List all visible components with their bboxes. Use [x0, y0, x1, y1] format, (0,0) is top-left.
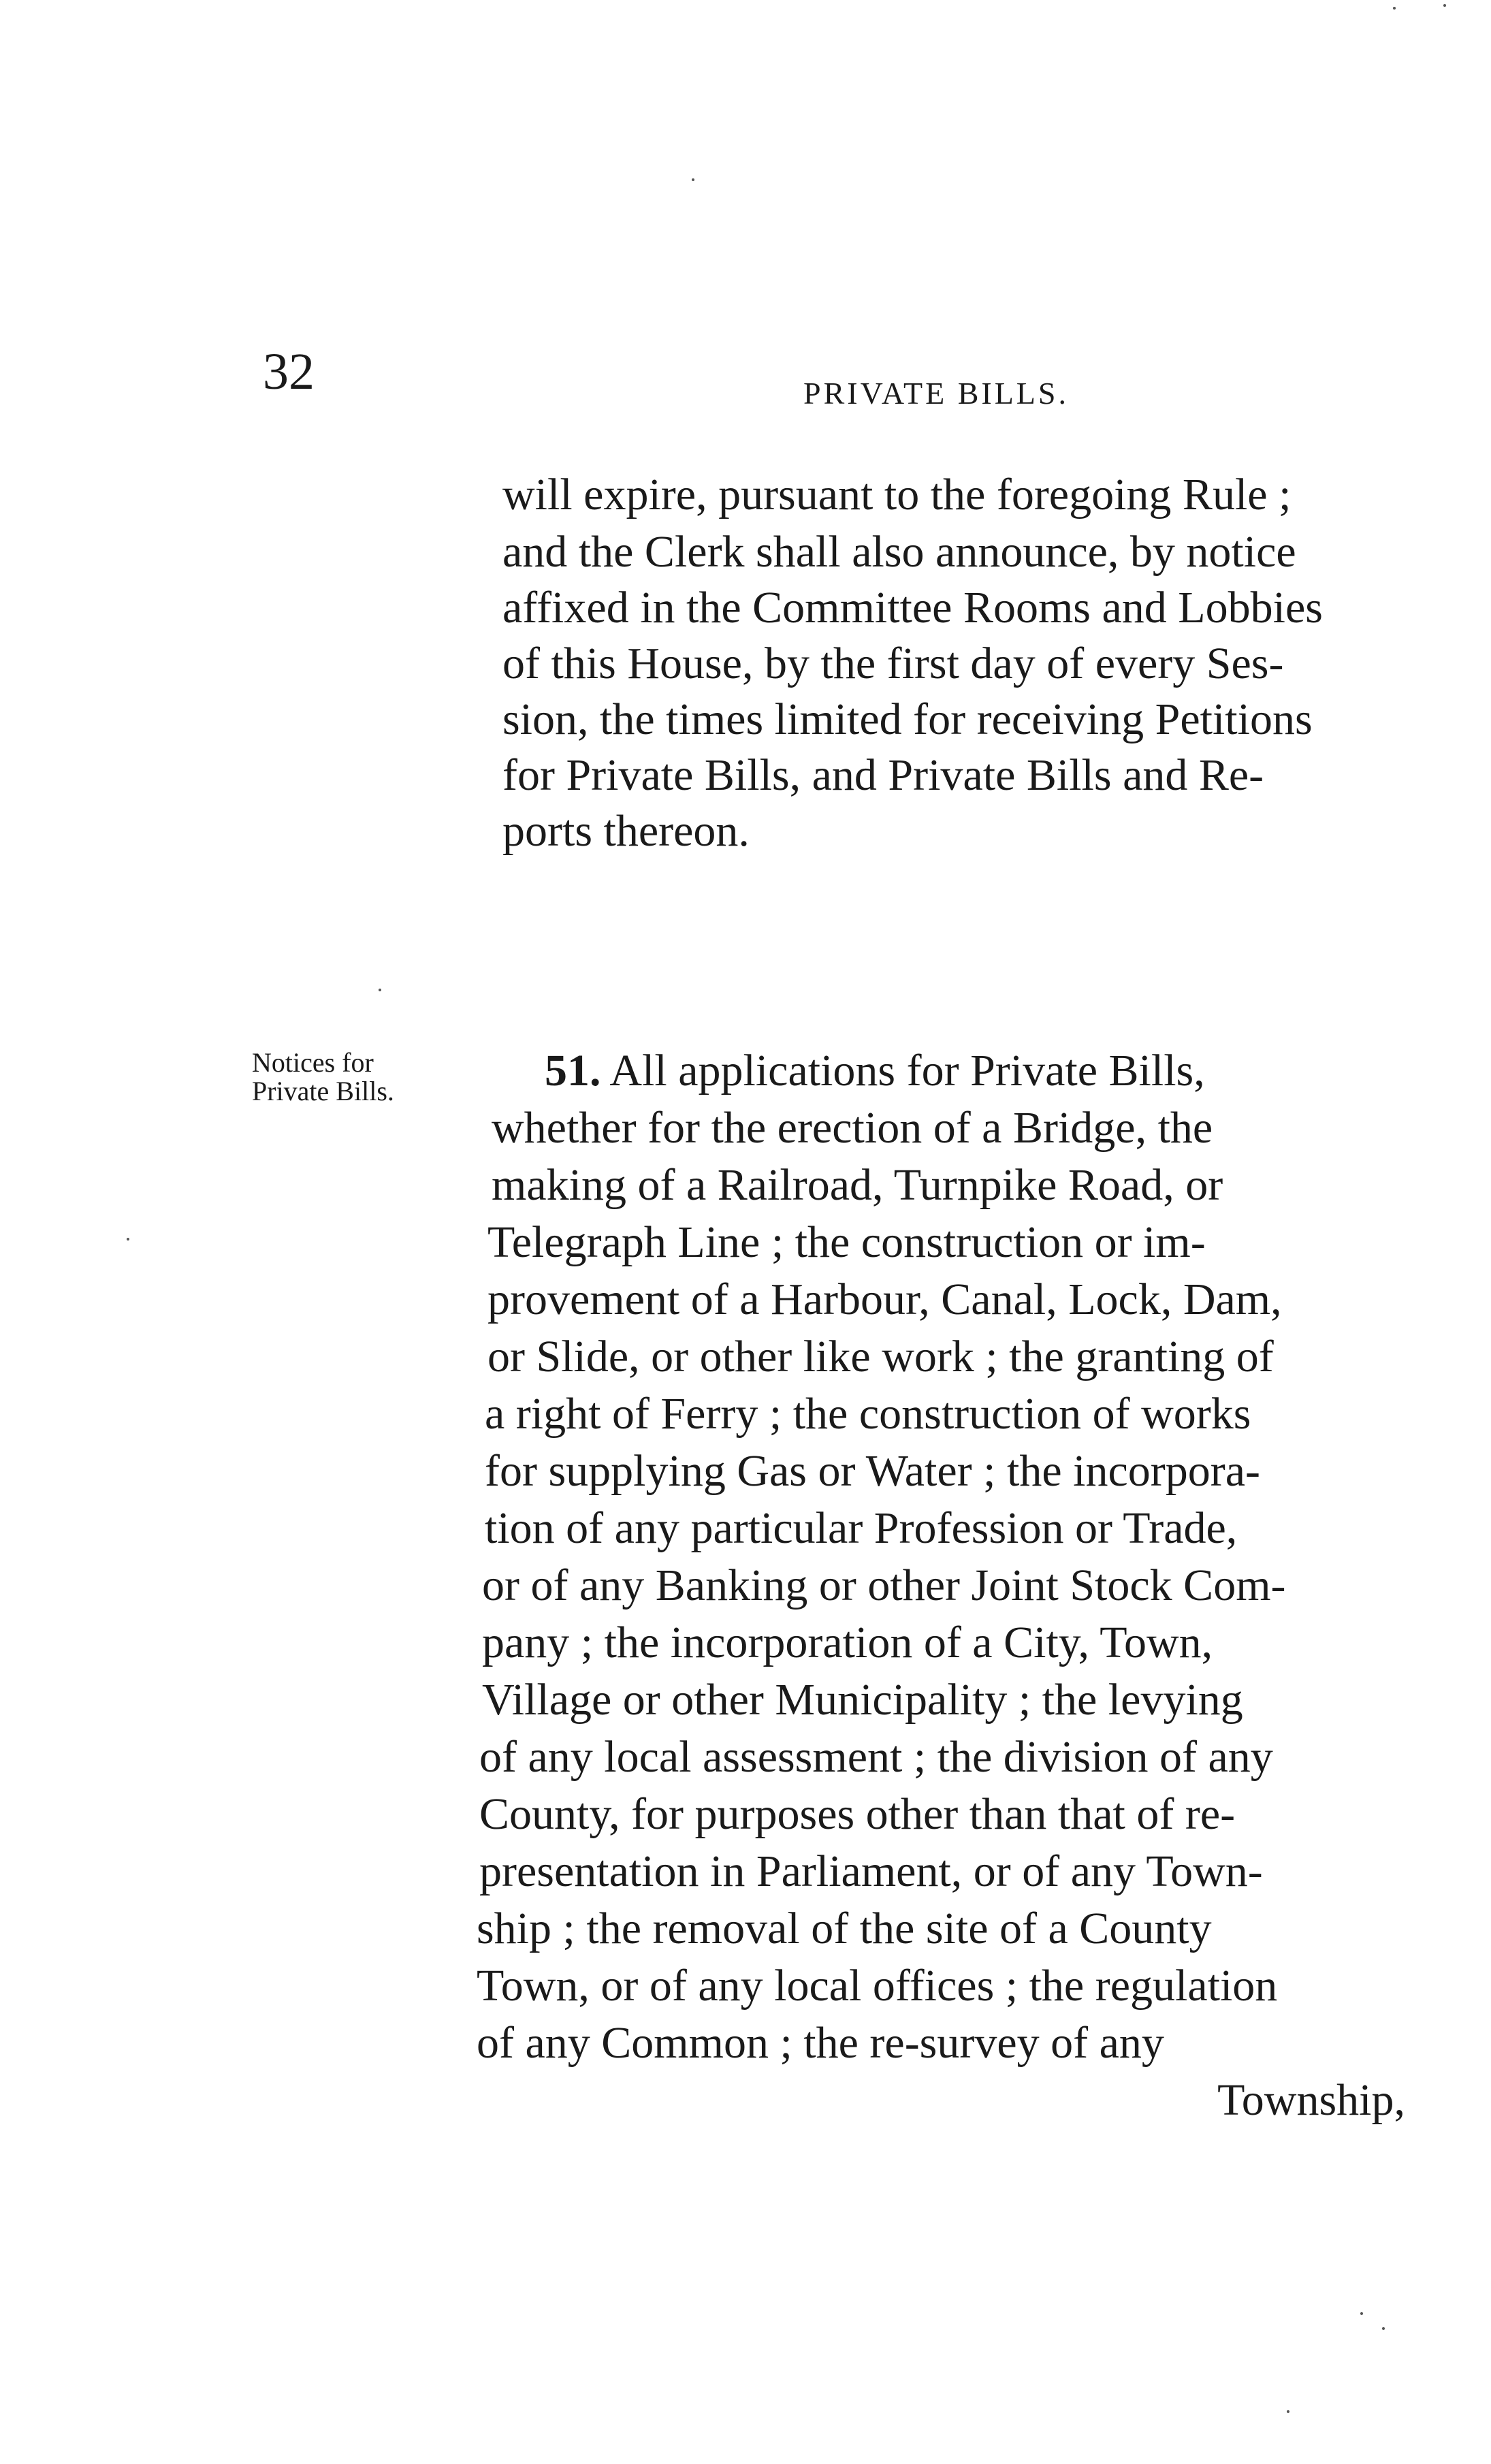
- scan-speck: [692, 178, 694, 181]
- section-number: 51.: [545, 1046, 601, 1095]
- text-line: or of any Banking or other Joint Stock Com-: [482, 1561, 1286, 1610]
- margin-note-line: Private Bills.: [252, 1076, 394, 1106]
- text-line: pany ; the incorporation of a City, Town,: [482, 1618, 1213, 1667]
- scan-speck: [1360, 2312, 1363, 2315]
- text-line: provement of a Harbour, Canal, Lock, Dam,: [487, 1275, 1282, 1324]
- text-line: Town, or of any local offices ; the regulation: [477, 1961, 1278, 2011]
- scan-speck: [1382, 2327, 1385, 2330]
- text-line: a right of Ferry ; the construction of works: [485, 1389, 1251, 1439]
- text-line: presentation in Parliament, or of any Town-: [479, 1846, 1263, 1896]
- text-line: or Slide, or other like work ; the granting of: [487, 1332, 1274, 1381]
- text-line: of any Common ; the re-survey of any: [477, 2018, 1164, 2068]
- text-line: ports thereon.: [502, 806, 750, 856]
- text-line: for supplying Gas or Water ; the incorpora-: [485, 1446, 1260, 1496]
- text-line: for Private Bills, and Private Bills and Re-: [502, 750, 1264, 800]
- scan-speck: [127, 1238, 129, 1241]
- text-line: Telegraph Line ; the construction or im-: [487, 1217, 1206, 1267]
- page-number: 32: [263, 343, 315, 400]
- text-line: County, for purposes other than that of re-: [479, 1789, 1236, 1839]
- text-line: sion, the times limited for receiving Petitions: [502, 694, 1313, 744]
- text-line: of any local assessment ; the division of any: [479, 1732, 1273, 1782]
- text-line: Village or other Municipality ; the levying: [482, 1675, 1243, 1725]
- text-line: making of a Railroad, Turnpike Road, or: [492, 1160, 1223, 1210]
- margin-note-line: Notices for: [252, 1047, 374, 1078]
- running-head: PRIVATE BILLS.: [803, 376, 1069, 411]
- text-line: and the Clerk shall also announce, by notice: [502, 527, 1296, 577]
- margin-note: [252, 1049, 394, 1106]
- scan-speck: [1393, 7, 1396, 10]
- text-line: tion of any particular Profession or Trade,: [485, 1503, 1238, 1553]
- text-line: affixed in the Committee Rooms and Lobbies: [502, 583, 1323, 633]
- text-line: ship ; the removal of the site of a County: [477, 1904, 1212, 1953]
- section-first-line-text: All applications for Private Bills,: [609, 1046, 1205, 1095]
- scan-speck: [379, 989, 381, 991]
- catchword: Township,: [1217, 2075, 1405, 2125]
- scan-speck: [1287, 2410, 1289, 2413]
- text-line: will expire, pursuant to the foregoing Rule ;: [502, 470, 1292, 519]
- section-first-line: [545, 1046, 1205, 1095]
- text-line: of this House, by the first day of every Ses-: [502, 639, 1284, 688]
- scan-speck: [1443, 4, 1446, 7]
- text-line: whether for the erection of a Bridge, the: [492, 1103, 1213, 1153]
